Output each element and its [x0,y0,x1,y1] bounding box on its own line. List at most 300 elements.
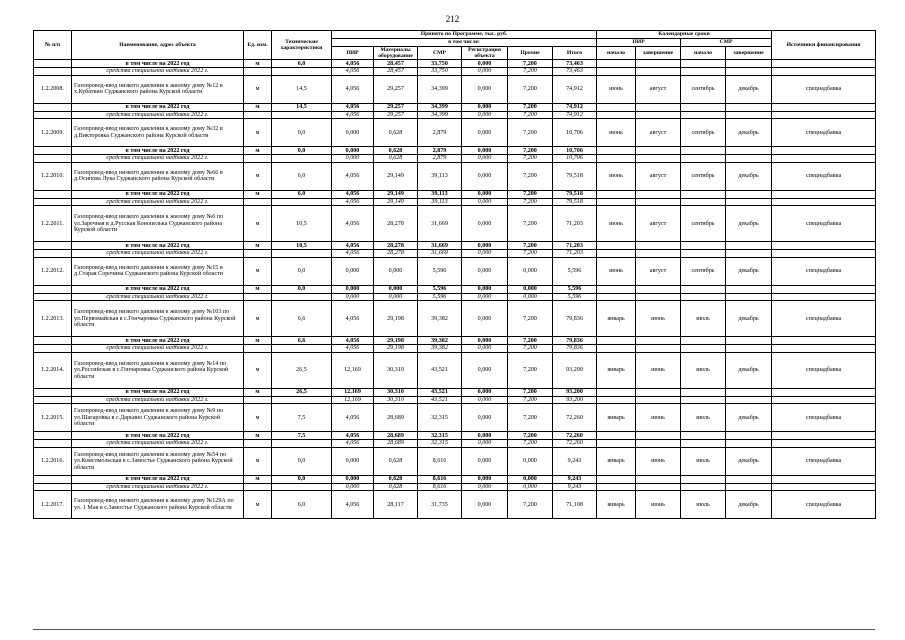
cell-empty [597,198,636,206]
cell-empty [34,293,72,301]
cell-empty [272,440,332,448]
row-label: средства специальной надбавки 2022 г. [72,345,244,353]
cell-mat: 0,628 [374,155,418,163]
cell-pir: 4,056 [332,68,374,76]
cell-pir: 4,056 [332,337,374,345]
cell-tech: 6,6 [272,301,332,337]
cell-empty [772,388,876,396]
smr-end: декабрь [726,75,772,103]
funding-source: спецнадбавка [772,404,876,432]
cell-unit: м [244,285,272,293]
table-body [34,60,876,519]
cell-smr: 8,616 [418,483,462,491]
cell-smr: 34,399 [418,75,462,103]
cell-total: 72,260 [553,432,597,440]
row-label: средства специальной надбавки 2022 г. [72,440,244,448]
cell-other: 7,200 [508,432,553,440]
cell-empty [34,111,72,119]
cell-tech: 7,5 [272,404,332,432]
cell-empty [681,250,726,258]
funding-source: спецнадбавка [772,75,876,103]
cell-empty [34,68,72,76]
pir-start: январь [597,447,636,475]
row-label: средства специальной надбавки 2022 г. [72,396,244,404]
cell-reg: 0,000 [462,293,508,301]
header-smr-period: СМР [681,39,772,47]
cell-empty [681,285,726,293]
cell-other: 7,200 [508,60,553,68]
cell-empty [597,68,636,76]
smr-start: сентябрь [681,119,726,147]
object-row [34,119,876,147]
row-label: средства специальной надбавки 2022 г. [72,111,244,119]
cell-pir: 4,056 [332,242,374,250]
header-total: Итого [553,47,597,60]
cell-mat: 0,000 [374,293,418,301]
cell-mat: 29,149 [374,198,418,206]
cell-mat: 29,149 [374,162,418,190]
cell-empty [597,345,636,353]
smr-end: декабрь [726,301,772,337]
cell-pir: 0,000 [332,119,374,147]
year-2022-row [34,337,876,345]
cell-empty [34,337,72,345]
cell-mat: 28,117 [374,491,418,519]
cell-empty [636,147,681,155]
cell-pir: 4,056 [332,111,374,119]
row-label: в том числе на 2022 год [72,475,244,483]
cell-other: 7,200 [508,206,553,242]
smr-start: сентябрь [681,257,726,285]
cell-unit: м [244,388,272,396]
cell-empty [34,250,72,258]
cell-empty [597,103,636,111]
cell-other: 7,200 [508,190,553,198]
object-number: 1.2.2011. [34,206,72,242]
cell-tech: 6,0 [272,190,332,198]
cell-empty [772,293,876,301]
smr-end: декабрь [726,491,772,519]
row-label: средства специальной надбавки 2022 г. [72,483,244,491]
cell-pir: 12,169 [332,388,374,396]
row-label: средства специальной надбавки 2022 г. [72,293,244,301]
cell-empty [34,432,72,440]
year-2022-row [34,242,876,250]
cell-empty [636,68,681,76]
cell-other: 7,200 [508,68,553,76]
cell-empty [772,60,876,68]
cell-total: 79,836 [553,337,597,345]
header-name: Наименование, адрес объекта [72,31,244,60]
smr-start: июль [681,447,726,475]
funding-source: спецнадбавка [772,447,876,475]
row-label: средства специальной надбавки 2022 г. [72,155,244,163]
cell-empty [34,103,72,111]
header-other: Прочие [508,47,553,60]
cell-empty [636,250,681,258]
cell-tech: 0,0 [272,119,332,147]
cell-reg: 0,000 [462,162,508,190]
cell-empty [726,483,772,491]
smr-end: декабрь [726,257,772,285]
cell-other: 7,200 [508,250,553,258]
cell-empty [681,242,726,250]
cell-mat: 0,628 [374,483,418,491]
pir-end: август [636,257,681,285]
cell-total: 93,200 [553,352,597,388]
cell-empty [597,483,636,491]
object-name: Газопровод-ввод низкого давления к жилому дому №9 по ул.Шагаровка в с.Дарьино Суджанского района Курской области [72,404,244,432]
cell-pir: 0,000 [332,293,374,301]
cell-unit: м [244,301,272,337]
cell-smr: 39,113 [418,198,462,206]
cell-empty [772,68,876,76]
row-label: средства специальной надбавки 2022 г. [72,250,244,258]
cell-empty [681,198,726,206]
object-row [34,257,876,285]
cell-pir: 4,056 [332,162,374,190]
object-row [34,75,876,103]
cell-mat: 30,310 [374,352,418,388]
year-2022-row [34,285,876,293]
cell-total: 72,260 [553,404,597,432]
object-name: Газопровод-ввод низкого давления к жилому дому №14 по ул.Российская в с.Гончаровка Суджанского района Курской области [72,352,244,388]
object-row [34,404,876,432]
cell-empty [772,285,876,293]
header-sources: Источники финансирования [772,31,876,60]
cell-mat: 30,310 [374,396,418,404]
cell-empty [636,285,681,293]
cell-mat: 28,278 [374,206,418,242]
cell-smr: 32,315 [418,404,462,432]
cell-reg: 0,000 [462,352,508,388]
object-row [34,162,876,190]
cell-smr: 39,382 [418,337,462,345]
cell-empty [636,483,681,491]
cell-unit: м [244,257,272,285]
pir-end: июнь [636,301,681,337]
cell-total: 93,200 [553,396,597,404]
cell-tech: 10,5 [272,242,332,250]
cell-total: 74,912 [553,111,597,119]
cell-total: 79,518 [553,198,597,206]
year-2022-row [34,103,876,111]
header-accepted: Принято по Программе, тыс. руб. [332,31,597,39]
row-label: средства специальной надбавки 2022 г. [72,198,244,206]
cell-pir: 4,056 [332,190,374,198]
cell-empty [772,432,876,440]
cell-unit: м [244,147,272,155]
cell-total: 10,706 [553,155,597,163]
cell-empty [636,111,681,119]
cell-total: 79,518 [553,190,597,198]
cell-empty [726,432,772,440]
year-2022-row [34,388,876,396]
object-number: 1.2.2014. [34,352,72,388]
funding-source: спецнадбавка [772,257,876,285]
object-number: 1.2.2017. [34,491,72,519]
funding-source: спецнадбавка [772,119,876,147]
object-row [34,447,876,475]
cell-empty [681,190,726,198]
object-name: Газопровод-ввод низкого давления к жилому дому №66 в д.Осипова Лука Суджанского района Курской области [72,162,244,190]
cell-mat: 0,000 [374,257,418,285]
cell-empty [726,155,772,163]
cell-empty [272,483,332,491]
pir-end: август [636,75,681,103]
cell-smr: 2,879 [418,147,462,155]
object-name: Газопровод-ввод низкого давления к жилому дому №32 в д.Викторовка Суджанского района Курской области [72,119,244,147]
cell-empty [272,345,332,353]
smr-end: декабрь [726,162,772,190]
cell-tech: 0,0 [272,285,332,293]
cell-mat: 0,628 [374,447,418,475]
pir-start: июнь [597,257,636,285]
cell-smr: 31,669 [418,206,462,242]
cell-mat: 29,257 [374,111,418,119]
cell-empty [636,396,681,404]
object-name: Газопровод-ввод низкого давления к жилому дому №54 по ул.Комсомольская в с.Замостье Суджанского района Курской области [72,447,244,475]
cell-unit: м [244,119,272,147]
cell-empty [772,190,876,198]
cell-smr: 5,596 [418,293,462,301]
cell-other: 7,200 [508,301,553,337]
cell-reg: 0,000 [462,68,508,76]
cell-unit: м [244,432,272,440]
cell-empty [597,432,636,440]
cell-empty [726,147,772,155]
cell-smr: 39,382 [418,345,462,353]
cell-empty [34,60,72,68]
cell-empty [34,155,72,163]
cell-tech: 6,0 [272,491,332,519]
cell-reg: 0,000 [462,155,508,163]
cell-reg: 0,000 [462,198,508,206]
cell-smr: 34,399 [418,103,462,111]
cell-tech: 14,5 [272,103,332,111]
cell-empty [597,250,636,258]
cell-empty [772,345,876,353]
cell-empty [681,475,726,483]
cell-total: 10,706 [553,147,597,155]
cell-mat: 29,257 [374,103,418,111]
cell-other: 7,200 [508,396,553,404]
cell-reg: 0,000 [462,432,508,440]
cell-empty [636,475,681,483]
cell-reg: 0,000 [462,396,508,404]
cell-other: 0,000 [508,475,553,483]
cell-empty [726,190,772,198]
cell-total: 71,203 [553,250,597,258]
smr-start: июль [681,352,726,388]
cell-other: 7,200 [508,75,553,103]
cell-empty [726,388,772,396]
pir-end: август [636,119,681,147]
cell-empty [681,111,726,119]
cell-smr: 43,521 [418,388,462,396]
cell-empty [34,396,72,404]
cell-total: 5,596 [553,257,597,285]
cell-empty [726,285,772,293]
cell-mat: 29,198 [374,337,418,345]
cell-unit: м [244,75,272,103]
cell-smr: 39,382 [418,301,462,337]
header-including: в том числе: [332,39,597,47]
special-allowance-row [34,440,876,448]
cell-smr: 31,735 [418,491,462,519]
cell-unit: м [244,491,272,519]
cell-tech: 7,5 [272,432,332,440]
cell-tech: 26,5 [272,388,332,396]
cell-reg: 0,000 [462,111,508,119]
cell-total: 79,836 [553,345,597,353]
cell-empty [726,198,772,206]
cell-tech: 0,0 [272,475,332,483]
cell-mat: 28,457 [374,68,418,76]
pir-start: январь [597,352,636,388]
cell-empty [636,388,681,396]
row-label: средства специальной надбавки 2022 г. [72,68,244,76]
cell-empty [597,396,636,404]
cell-smr: 33,750 [418,68,462,76]
cell-other: 7,200 [508,198,553,206]
header-materials: Материалы оборудование [374,47,418,60]
object-number: 1.2.2016. [34,447,72,475]
cell-empty [681,388,726,396]
row-label: в том числе на 2022 год [72,388,244,396]
pir-end: июнь [636,352,681,388]
smr-end: декабрь [726,447,772,475]
cell-other: 7,200 [508,147,553,155]
cell-pir: 4,056 [332,198,374,206]
cell-other: 0,000 [508,293,553,301]
cell-tech: 0,0 [272,257,332,285]
cell-unit: м [244,60,272,68]
special-allowance-row [34,250,876,258]
row-label: в том числе на 2022 год [72,285,244,293]
cell-empty [597,111,636,119]
cell-empty [272,155,332,163]
header-pir: ПИР [332,47,374,60]
object-name: Газопровод-ввод низкого давления к жилому дому №6 по ул.Заречная в д.Русская Конопелька Суджанского района Курской области [72,206,244,242]
smr-start: июль [681,301,726,337]
cell-total: 5,596 [553,285,597,293]
cell-tech: 6,0 [272,60,332,68]
cell-mat: 28,278 [374,242,418,250]
cell-pir: 0,000 [332,257,374,285]
cell-pir: 0,000 [332,483,374,491]
cell-empty [244,396,272,404]
cell-reg: 0,000 [462,491,508,519]
cell-smr: 2,879 [418,155,462,163]
cell-unit: м [244,447,272,475]
pir-end: июнь [636,447,681,475]
smr-end: декабрь [726,352,772,388]
cell-total: 72,260 [553,440,597,448]
cell-empty [244,198,272,206]
cell-empty [597,242,636,250]
cell-reg: 0,000 [462,301,508,337]
pir-start: январь [597,301,636,337]
object-name: Газопровод-ввод низкого давления к жилому дому №103 по ул.Первомайская в с.Гончаровка Суджанского района Курской области [72,301,244,337]
cell-mat: 29,198 [374,345,418,353]
cell-mat: 0,000 [374,285,418,293]
cell-smr: 39,113 [418,190,462,198]
cell-empty [597,147,636,155]
cell-other: 7,200 [508,345,553,353]
cell-smr: 39,113 [418,162,462,190]
cell-empty [772,250,876,258]
smr-start: июль [681,491,726,519]
year-2022-row [34,60,876,68]
year-2022-row [34,190,876,198]
cell-pir: 0,000 [332,147,374,155]
cell-other: 0,000 [508,483,553,491]
cell-empty [244,293,272,301]
object-row [34,206,876,242]
cell-smr: 43,521 [418,352,462,388]
cell-smr: 8,616 [418,475,462,483]
cell-empty [681,103,726,111]
header-pir-period: ПИР [597,39,681,47]
cell-empty [726,242,772,250]
cell-pir: 4,056 [332,432,374,440]
cell-empty [681,396,726,404]
pir-start: июнь [597,75,636,103]
cell-mat: 0,628 [374,119,418,147]
cell-empty [34,285,72,293]
cell-unit: м [244,242,272,250]
cell-empty [636,60,681,68]
cell-smr: 31,669 [418,250,462,258]
cell-smr: 5,596 [418,285,462,293]
cell-empty [244,345,272,353]
cell-pir: 0,000 [332,155,374,163]
cell-other: 7,200 [508,119,553,147]
cell-reg: 0,000 [462,206,508,242]
object-number: 1.2.2008. [34,75,72,103]
cell-empty [244,155,272,163]
cell-mat: 28,689 [374,404,418,432]
cell-smr: 5,596 [418,257,462,285]
cell-empty [681,60,726,68]
cell-empty [636,242,681,250]
cell-empty [597,285,636,293]
cell-mat: 28,689 [374,432,418,440]
cell-reg: 0,000 [462,250,508,258]
cell-unit: м [244,190,272,198]
cell-other: 0,000 [508,257,553,285]
cell-total: 9,243 [553,475,597,483]
cell-pir: 4,056 [332,250,374,258]
cell-reg: 0,000 [462,119,508,147]
cell-total: 10,706 [553,119,597,147]
cell-empty [272,293,332,301]
object-number: 1.2.2010. [34,162,72,190]
cell-reg: 0,000 [462,475,508,483]
cell-unit: м [244,206,272,242]
cell-smr: 32,315 [418,440,462,448]
cell-unit: м [244,404,272,432]
special-allowance-row [34,111,876,119]
object-row [34,491,876,519]
cell-empty [681,293,726,301]
pir-end: август [636,162,681,190]
pir-end: август [636,206,681,242]
cell-empty [772,111,876,119]
cell-empty [726,111,772,119]
cell-pir: 4,056 [332,75,374,103]
